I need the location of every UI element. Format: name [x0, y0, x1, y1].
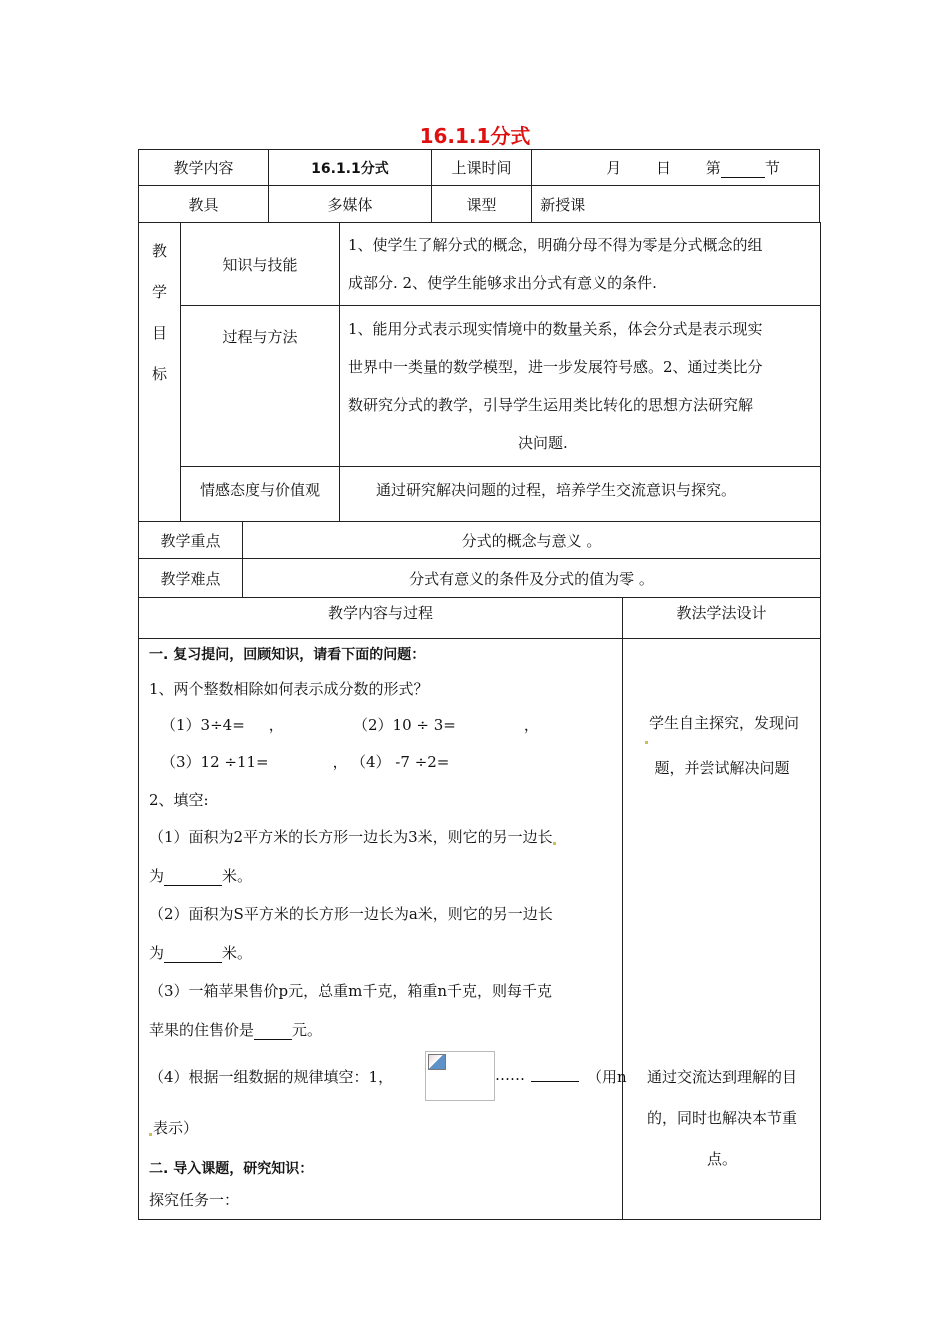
- review-q1: 1、两个整数相除如何表示成分数的形式？: [149, 680, 429, 698]
- method-notes-cell: [623, 639, 821, 1220]
- label-teaching-content: 教学内容: [139, 150, 269, 186]
- key-points-table: [138, 521, 821, 598]
- teaching-content-value: 16.1.1分式: [269, 150, 432, 186]
- review-q2: 2、填空:: [149, 791, 209, 809]
- review-q2-2-line2: 为 米。: [149, 944, 253, 962]
- emotion-value-label: 情感态度与价值观: [181, 467, 340, 522]
- review-q1-d: （4） -7 ÷2=: [351, 753, 450, 771]
- review-q2-3-line2: 苹果的住售价是 元。: [149, 1021, 323, 1039]
- key-point-label: 教学重点: [139, 522, 243, 559]
- process-method-label: 过程与方法: [181, 306, 340, 467]
- method-note-1: 学生自主探究，发现问 题，并尝试解决问题: [623, 701, 821, 791]
- intro-section-title: 二. 导入课题，研究知识：: [149, 1161, 314, 1177]
- teaching-process-table: [138, 597, 821, 1220]
- emotion-value-text: 通过研究解决问题的过程，培养学生交流意识与探究。: [340, 467, 821, 522]
- review-q2-1-line1: （1）面积为2平方米的长方形一边长为3米，则它的另一边长: [149, 826, 557, 847]
- review-q2-4-line2: 表示）: [149, 1117, 198, 1138]
- label-lesson-type: 课型: [431, 186, 531, 223]
- key-point-text: 分式的概念与意义 。: [243, 522, 821, 559]
- label-teaching-tools: 教具: [139, 186, 269, 223]
- lesson-type-value: 新授课: [532, 186, 820, 223]
- difficult-point-label: 教学难点: [139, 559, 243, 598]
- broken-image-icon: [428, 1054, 446, 1070]
- teaching-goals-label: 教 学 目 标: [139, 223, 181, 522]
- method-note-2: 通过交流达到理解的目 的，同时也解决本节重 点。: [646, 1068, 797, 1168]
- review-q1-c: （3）12 ÷11= ，: [161, 753, 348, 771]
- process-content-cell: [139, 639, 627, 1220]
- knowledge-skill-label: 知识与技能: [181, 223, 340, 306]
- intro-task-one: 探究任务一：: [149, 1191, 240, 1209]
- teaching-goals-table: [138, 222, 821, 522]
- lesson-info-table: [138, 149, 820, 223]
- review-q2-2-line1: （2）面积为S平方米的长方形一边长为a米，则它的另一边长: [149, 905, 553, 923]
- sequence-image-placeholder: [425, 1051, 495, 1101]
- knowledge-skill-text: 1、使学生了解分式的概念，明确分母不得为零是分式概念的组 成部分. 2、使学生能够求出分式有意义的条件.: [340, 223, 821, 306]
- review-section-title: 一. 复习提问，回顾知识，请看下面的问题：: [149, 647, 426, 663]
- class-time-value: 月 日 第 节: [532, 150, 820, 186]
- difficult-point-text: 分式有意义的条件及分式的值为零 。: [243, 559, 821, 598]
- review-q1-a: （1）3÷4= ，: [161, 716, 284, 734]
- review-q1-b: （2）10 ÷ 3= ，: [353, 716, 539, 734]
- process-header-right: 教法学法设计: [623, 598, 821, 639]
- review-q2-3-line1: （3）一箱苹果售价p元，总重m千克，箱重n千克，则每千克: [149, 982, 553, 1000]
- teaching-tools-value: 多媒体: [269, 186, 432, 223]
- review-q2-1-line2: 为 米。: [149, 867, 253, 885]
- review-q2-4-line1: （4）根据一组数据的规律填空：1， …… （用n: [149, 1051, 614, 1101]
- document-title: 16.1.1分式: [419, 124, 531, 148]
- process-method-text: 1、能用分式表示现实情境中的数量关系，体会分式是表示现实 世界中一类量的数学模型，进一步发展符号感。2、通过类比分 数研究分式的教学，引导学生运用类比转化的思想方法研究解 决问题.: [340, 306, 821, 467]
- label-class-time: 上课时间: [431, 150, 531, 186]
- process-header-left: 教学内容与过程: [139, 598, 623, 639]
